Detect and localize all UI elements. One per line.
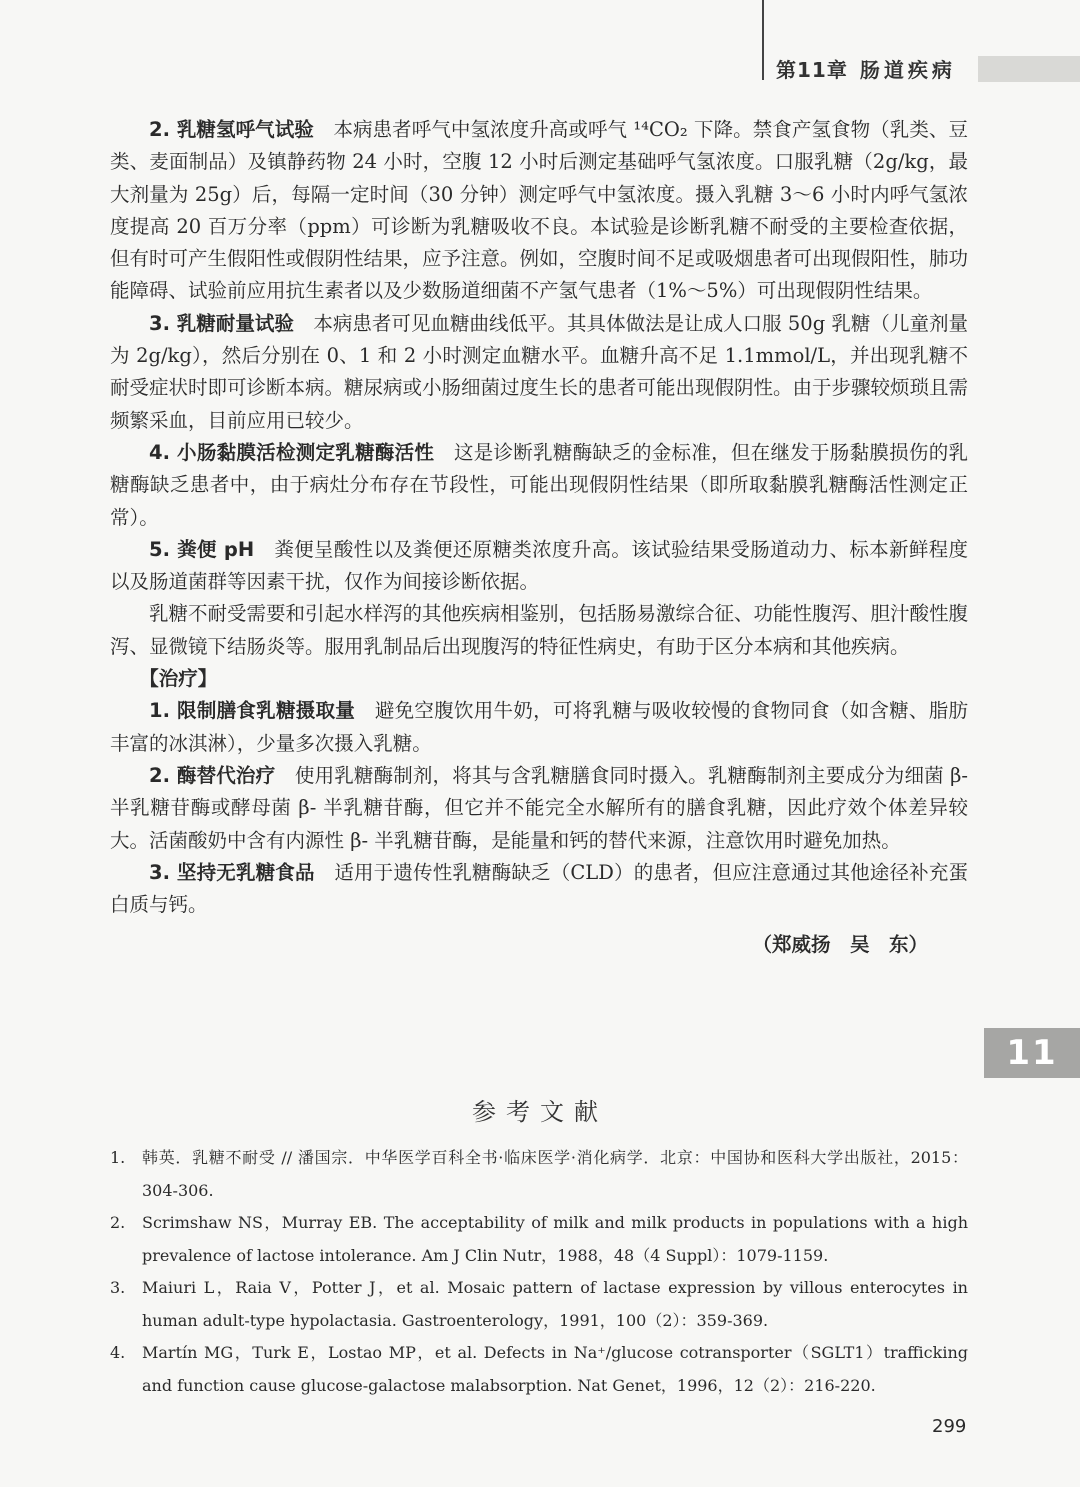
- references-list: [110, 1142, 968, 1402]
- reference-item: [110, 1207, 968, 1272]
- reference-text: 韩英．乳糖不耐受 // 潘国宗．中华医学百科全书·临床医学·消化病学．北京：中国协和医科大学出版社，2015：304-306.: [142, 1148, 968, 1200]
- paragraph-text: 本病患者可见血糖曲线低平。其具体做法是让成人口服 50g 乳糖（儿童剂量为 2g/kg），然后分别在 0、1 和 2 小时测定血糖水平。血糖升高不足 1.1mmol/L，并出现乳糖不耐受症状时即可诊断本病。糖尿病或小肠细菌过度生长的患者可能出现假阴性。由于步骤较烦琐且需频繁采血，目前应用已较少。: [110, 311, 969, 432]
- reference-item: [110, 1142, 968, 1207]
- paragraph: [110, 857, 968, 922]
- paragraph-heading: 5. 粪便 pH: [149, 537, 255, 561]
- paragraph: [110, 437, 968, 534]
- paragraph-text: 避免空腹饮用牛奶，可将乳糖与吸收较慢的食物同食（如含糖、脂肪丰富的冰淇淋），少量多次摄入乳糖。: [110, 699, 968, 755]
- treatment-heading: 【治疗】: [139, 667, 218, 691]
- paragraph-heading: 2. 酶替代治疗: [149, 763, 276, 787]
- paragraph-text: 适用于遗传性乳糖酶缺乏（CLD）的患者，但应注意通过其他途径补充蛋白质与钙。: [110, 860, 968, 917]
- paragraph-heading: 3. 乳糖耐量试验: [149, 311, 294, 335]
- header-shade-bar: [978, 56, 1080, 82]
- reference-item: [110, 1272, 968, 1337]
- reference-text: Maiuri L，Raia V，Potter J，et al. Mosaic pattern of lactase expression by villous enterocytes in human adult-type hypolactasia. Gastroenterology，1991，100（2）：359-369.: [142, 1278, 968, 1330]
- chapter-side-tab: 11: [984, 1028, 1080, 1078]
- chapter-title: 肠道疾病: [859, 58, 956, 82]
- paragraph: [110, 760, 968, 857]
- reference-number: 2.: [110, 1213, 126, 1232]
- main-text: [110, 114, 968, 962]
- reference-text: Martín MG，Turk E，Lostao MP，et al. Defects in Na⁺/glucose cotransporter（SGLT1）trafficking and function cause glucose-galactose malabsorption. Nat Genet，1996，12（2）：216-220.: [142, 1343, 968, 1395]
- paragraph-heading: 2. 乳糖氢呼气试验: [149, 118, 314, 141]
- chapter-number: 第11章: [776, 58, 848, 82]
- page-number: 299: [932, 1416, 967, 1437]
- reference-number: 4.: [110, 1343, 126, 1362]
- paragraph-text: 乳糖不耐受需要和引起水样泻的其他疾病相鉴别，包括肠易激综合征、功能性腹泻、胆汁酸性腹泻、显微镜下结肠炎等。服用乳制品后出现腹泻的特征性病史，有助于区分本病和其他疾病。: [110, 602, 969, 658]
- paragraph-heading: 4. 小肠黏膜活检测定乳糖酶活性: [149, 440, 435, 464]
- paragraph: [110, 534, 968, 599]
- references-title: 参考文献: [472, 1098, 608, 1126]
- paragraph: [110, 598, 968, 663]
- running-header: [776, 56, 956, 84]
- paragraph-heading: 1. 限制膳食乳糖摄取量: [149, 699, 356, 723]
- paragraph-text: 这是诊断乳糖酶缺乏的金标准，但在继发于肠黏膜损伤的乳糖酶缺乏患者中，由于病灶分布存在节段性，可能出现假阴性结果（即所取黏膜乳糖酶活性测定正常）。: [110, 440, 968, 529]
- paragraph: [110, 114, 968, 308]
- reference-number: 1.: [110, 1148, 126, 1167]
- reference-item: [110, 1337, 968, 1402]
- reference-number: 3.: [110, 1278, 126, 1297]
- header-divider: [762, 0, 764, 80]
- reference-text: Scrimshaw NS，Murray EB. The acceptability of milk and milk products in populations with a high prevalence of lactose intolerance. Am J Clin Nutr，1988，48（4 Suppl）：1079-1159.: [142, 1213, 968, 1265]
- paragraph: [110, 308, 968, 437]
- paragraph: [110, 695, 968, 760]
- paragraph-text: 本病患者呼气中氢浓度升高或呼气 ¹⁴CO₂ 下降。禁食产氢食物（乳类、豆类、麦面制品）及镇静药物 24 小时，空腹 12 小时后测定基础呼气氢浓度。口服乳糖（2g/kg，最大剂量为 25g）后，每隔一定时间（30 分钟）测定呼气中氢浓度。摄入乳糖 3～6 小时内呼气氢浓度提高 20 百万分率（ppm）可诊断为乳糖吸收不良。本试验是诊断乳糖不耐受的主要检查依据，但有时可产生假阳性或假阴性结果，应予注意。例如，空腹时间不足或吸烟患者可出现假阳性，肺功能障碍、试验前应用抗生素者以及少数肠道细菌不产氢气患者（1%～5%）可出现假阴性结果。: [110, 118, 969, 303]
- paragraph-heading: 3. 坚持无乳糖食品: [149, 860, 315, 884]
- paragraph-text: 粪便呈酸性以及粪便还原糖类浓度升高。该试验结果受肠道动力、标本新鲜程度以及肠道菌群等因素干扰，仅作为间接诊断依据。: [110, 537, 968, 594]
- paragraph-text: 使用乳糖酶制剂，将其与含乳糖膳食同时摄入。乳糖酶制剂主要成分为细菌 β- 半乳糖苷酶或酵母菌 β- 半乳糖苷酶，但它并不能完全水解所有的膳食乳糖，因此疗效个体差异较大。活菌酸奶中含有内源性 β- 半乳糖苷酶，是能量和钙的替代来源，注意饮用时避免加热。: [110, 763, 969, 852]
- author-credit: （郑威扬 吴 东）: [752, 933, 928, 957]
